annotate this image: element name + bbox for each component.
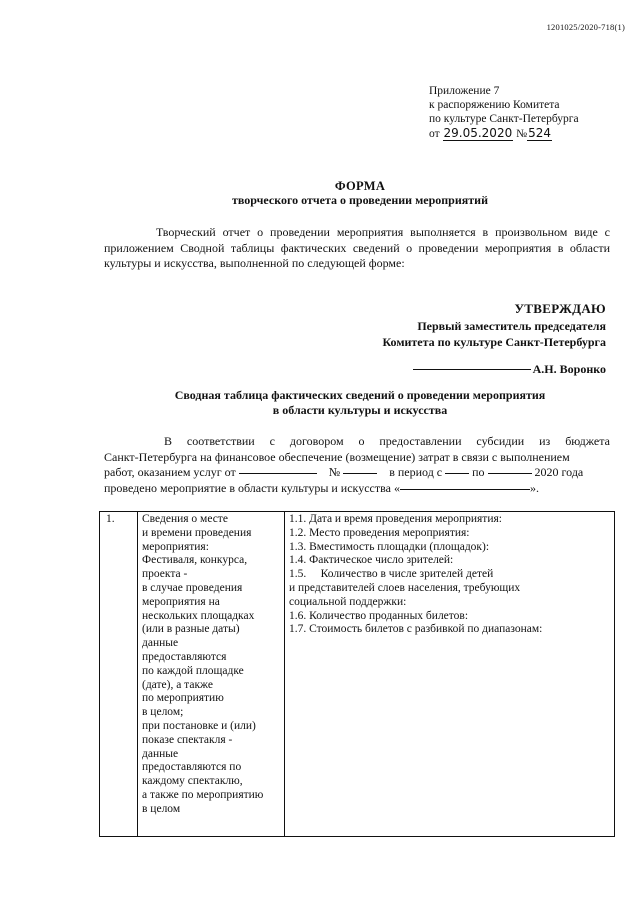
date-prefix: от [429, 128, 440, 140]
right-cell-line: социальной поддержки: [289, 595, 407, 608]
signature-blank [413, 369, 531, 370]
left-cell-line: предоставляются [142, 650, 227, 663]
summary-title-line-1: Сводная таблица фактических сведений о проведении мероприятия [174, 388, 546, 402]
form-title: ФОРМА [334, 179, 386, 193]
appendix-line-1: Приложение 7 [429, 85, 500, 97]
period-from-label: в период с [389, 465, 443, 479]
approval-block [330, 301, 606, 377]
left-cell-line: данные [142, 747, 179, 760]
paragraph-word: договором [289, 434, 344, 448]
event-label-close: ». [529, 480, 539, 495]
handwritten-date: 29.05.2020 [443, 126, 513, 140]
left-cell-line: (дате), а также [142, 678, 213, 691]
appendix-line-3: по культуре Санкт-Петербурга [429, 113, 579, 125]
paragraph-word: субсидии [476, 434, 525, 448]
right-cell-line: 1.4. Фактическое число зрителей: [289, 554, 454, 567]
left-cell-line: Сведения о месте [142, 513, 228, 525]
event-details-cell [285, 512, 615, 837]
paragraph-word: бюджета [565, 434, 610, 448]
left-cell-line: данные [142, 637, 179, 650]
paragraph-line-3 [104, 465, 610, 481]
handwritten-number: 524 [528, 126, 551, 140]
form-subtitle: творческого отчета о проведении мероприятий [232, 193, 488, 207]
contract-number-label: № [328, 465, 341, 479]
left-cell-line: предоставляются по [142, 761, 242, 774]
signer-name: А.Н. Воронко [532, 361, 606, 376]
approver-organization: Комитета по культуре Санкт-Петербурга [382, 335, 606, 349]
event-name-blank[interactable] [400, 489, 530, 490]
event-info-cell [138, 512, 285, 837]
contract-from-label: работ, оказанием услуг от [104, 465, 236, 479]
paragraph-word: соответствии [186, 434, 255, 448]
left-cell-line: в случае проведения [142, 581, 243, 594]
paragraph-word: предоставлении [379, 434, 462, 448]
signature-line [330, 361, 606, 378]
contract-date-blank[interactable] [239, 473, 317, 474]
left-cell-line: по каждой площадке [142, 664, 244, 677]
left-cell-line: нескольких площадках [142, 609, 255, 622]
period-from-blank[interactable] [445, 473, 469, 474]
paragraph-word: о [358, 434, 365, 448]
event-label: проведено мероприятие в области культуры и искусства « [104, 480, 400, 495]
summary-table [99, 511, 615, 837]
paragraph-word: В [164, 434, 173, 448]
paragraph-word: из [539, 434, 551, 448]
left-cell-line: Фестиваля, конкурса, [142, 554, 248, 567]
left-cell-line: (или в разные даты) [142, 623, 240, 636]
left-cell-line: мероприятия: [142, 540, 209, 553]
period-to-label: по [472, 465, 485, 479]
left-cell-line: проекта - [142, 568, 188, 581]
right-cell-line: 1.7. Стоимость билетов с разбивкой по диапазонам: [289, 623, 543, 636]
appendix-date-line [429, 126, 579, 141]
row-number: 1. [106, 513, 115, 525]
summary-title-line-2: в области культуры и искусства [272, 403, 448, 417]
left-cell-line: каждому спектаклю, [142, 775, 243, 788]
right-cell-line: 1.1. Дата и время проведения мероприятия: [289, 513, 502, 525]
document-code: 1201025/2020-718(1) [546, 22, 625, 32]
left-cell-line: в целом; [142, 706, 184, 719]
summary-table-title [0, 388, 640, 418]
period-to-blank[interactable] [488, 473, 532, 474]
left-cell-line: при постановке и (или) [142, 719, 256, 732]
row-number-cell [100, 512, 138, 837]
approve-heading: УТВЕРЖДАЮ [514, 301, 606, 316]
contract-number-blank[interactable] [343, 473, 377, 474]
right-cell-line: 1.3. Вместимость площадки (площадок): [289, 540, 490, 553]
paragraph-line-4 [104, 481, 610, 497]
left-cell-line: в целом [142, 802, 181, 815]
contract-paragraph [104, 434, 610, 496]
paragraph-line-1 [104, 434, 610, 450]
left-cell-line: показе спектакля - [142, 733, 233, 746]
number-prefix: № [516, 128, 528, 140]
left-cell-line: а также по мероприятию [142, 788, 264, 801]
approver-position: Первый заместитель председателя [417, 318, 606, 333]
left-cell-line: и времени проведения [142, 526, 252, 539]
appendix-block [429, 84, 579, 141]
left-cell-line: мероприятия на [142, 595, 220, 608]
paragraph-word: с [269, 434, 275, 448]
appendix-line-2: к распоряжению Комитета [429, 99, 560, 111]
year-label: 2020 года [534, 465, 584, 479]
left-cell-line: по мероприятию [142, 692, 224, 705]
right-cell-line: 1.2. Место проведения мероприятия: [289, 526, 470, 539]
right-cell-line: 1.5. Количество в числе зрителей детей [289, 568, 494, 581]
paragraph-line-2: Санкт-Петербурга на финансовое обеспечение (возмещение) затрат в связи с выполнением [104, 449, 570, 464]
intro-paragraph: Творческий отчет о проведении мероприятия выполняется в произвольном виде с приложением Сводной таблицы фактических сведений о проведении мероприятия в области культуры и искусства, выполненной по следующей форме: [104, 225, 610, 270]
right-cell-line: 1.6. Количество проданных билетов: [289, 609, 469, 622]
right-cell-line: и представителей слоев населения, требующих [289, 581, 521, 594]
table-row [100, 512, 615, 837]
